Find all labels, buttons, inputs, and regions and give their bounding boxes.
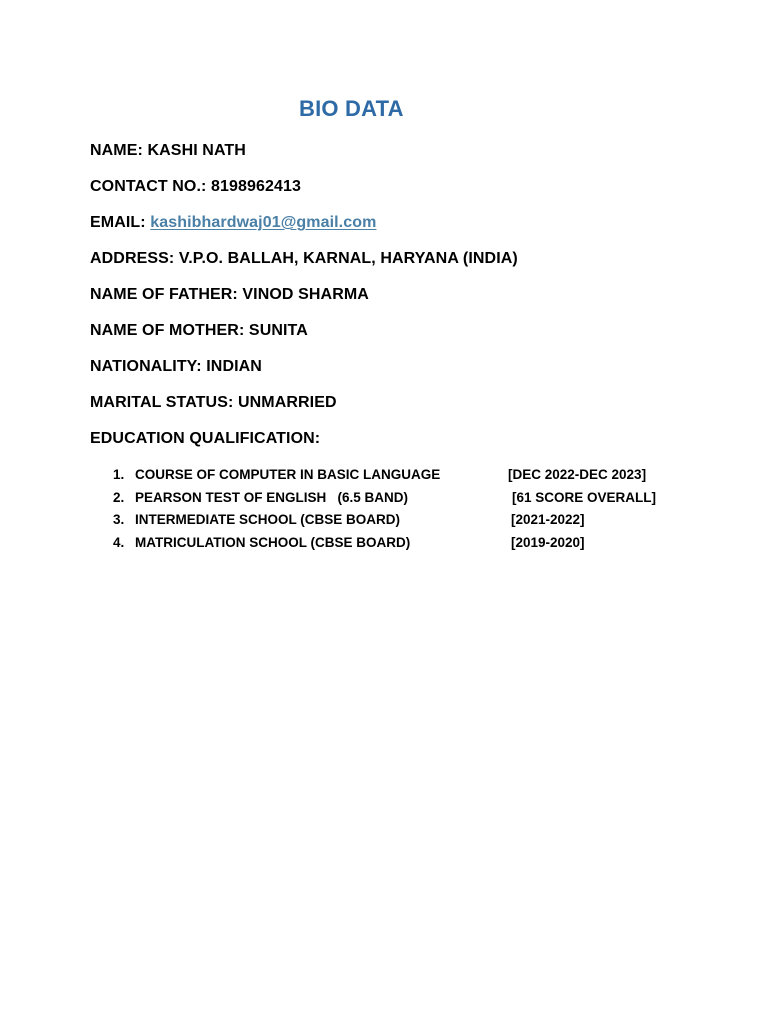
email-field [90,214,376,232]
address-field: ADDRESS: V.P.O. BALLAH, KARNAL, HARYANA (INDIA) [90,250,518,267]
page-title: BIO DATA [299,96,404,121]
course-date: [DEC 2022-DEC 2023] [508,467,647,482]
course-name: MATRICULATION SCHOOL (CBSE BOARD) [135,535,411,551]
course-date: [61 SCORE OVERALL] [512,489,657,505]
marital-status-field: MARITAL STATUS: UNMARRIED [90,394,337,411]
nationality-field: NATIONALITY: INDIAN [90,358,262,375]
education-list [113,467,713,558]
course-name: COURSE OF COMPUTER IN BASIC LANGUAGE [135,467,441,482]
list-number: 3. [113,512,125,528]
list-item [113,490,713,513]
course-date: [2021-2022] [511,512,585,528]
father-name-field: NAME OF FATHER: VINOD SHARMA [90,286,369,303]
education-heading: EDUCATION QUALIFICATION: [90,430,321,447]
course-name: PEARSON TEST OF ENGLISH (6.5 BAND) [135,489,409,505]
list-number: 4. [113,535,125,551]
email-label: EMAIL: [90,214,151,231]
contact-field: CONTACT NO.: 8198962413 [90,178,301,195]
course-name: INTERMEDIATE SCHOOL (CBSE BOARD) [135,512,401,528]
list-item [113,467,713,490]
mother-name-field: NAME OF MOTHER: SUNITA [90,322,308,339]
list-number: 1. [113,467,125,482]
list-item [113,512,713,535]
name-field: NAME: KASHI NATH [90,142,246,159]
list-item [113,535,713,558]
list-number: 2. [113,489,125,505]
email-link[interactable]: kashibhardwaj01@gmail.com [150,214,377,231]
course-date: [2019-2020] [511,535,585,551]
